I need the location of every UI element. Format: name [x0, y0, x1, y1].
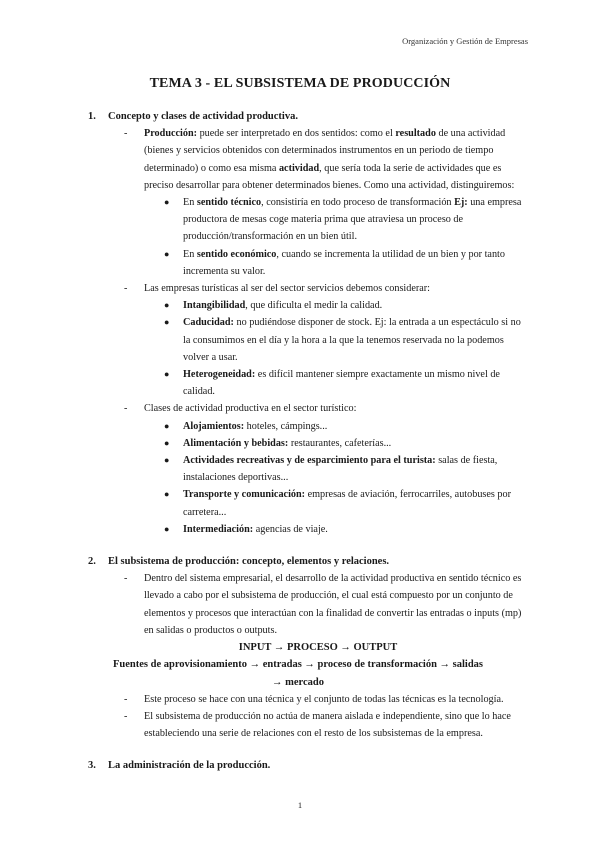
section-title: La administración de la producción. [108, 760, 271, 772]
list-item: ● Alojamientos: hoteles, cámpings... [88, 418, 528, 435]
flow-input-output: INPUT → PROCESO → OUTPUT [238, 642, 398, 654]
dash-marker: - [124, 403, 128, 415]
section-title: El subsistema de producción: concepto, elementos y relaciones. [108, 556, 390, 568]
section-2-heading [88, 553, 528, 570]
running-header: Organización y Gestión de Empresas [402, 36, 528, 46]
dash-marker: - [124, 283, 128, 295]
section-number: 2. [88, 556, 96, 568]
bullet-marker: ● [164, 300, 170, 311]
bullet-marker: ● [164, 420, 170, 431]
list-item: ● Alimentación y bebidas: restaurantes, cafeterías... [88, 435, 528, 452]
list-item: - Este proceso se hace con una técnica y el conjunto de todas las técnicas es la tecnología. [88, 691, 528, 708]
dash-marker: - [124, 710, 128, 722]
list-item: ● Caducidad: no pudiéndose disponer de stock. Ej: la entrada a un espectáculo si no la consumimos en el día y la hora a la que la tenemos reservada no la podemos volver a usar. [88, 314, 528, 366]
section-title: Concepto y clases de actividad productiva. [108, 111, 298, 122]
bullet-marker: ● [164, 197, 170, 208]
dash-marker: - [124, 693, 128, 705]
list-item: ● En sentido económico, cuando se incrementa la utilidad de un bien y por tanto incrementa su valor. [88, 246, 528, 280]
section-number: 3. [88, 760, 96, 772]
list-item: ● En sentido técnico, consistiría en todo proceso de transformación Ej: una empresa productora de mesas coge materia prima que atraviesa un proceso de producción/transformación en un bien útil. [88, 194, 528, 246]
bullet-marker: ● [164, 437, 170, 448]
list-item: - Producción: puede ser interpretado en dos sentidos: como el resultado de una actividad (bienes y servicios obtenidos con determinados instrumentos en un periodo de tiempo determinado) o como esa misma actividad, que sería toda la serie de actividades que es preciso desarrollar para obtener determinados bienes. Como una actividad, distinguiremos: [88, 125, 528, 194]
list-item: ● Intermediación: agencias de viaje. [88, 521, 528, 538]
bullet-marker: ● [164, 248, 170, 259]
list-item: ● Transporte y comunicación: empresas de aviación, ferrocarriles, autobuses por carretera... [88, 486, 528, 520]
list-item: ● Heterogeneidad: es difícil mantener siempre exactamente un mismo nivel de calidad. [88, 366, 528, 400]
list-item: - Dentro del sistema empresarial, el desarrollo de la actividad productiva en sentido técnico es llevado a cabo por el subsistema de producción, el cual está compuesto por un conjunto de elementos y procesos que interactúan con la finalidad de convertir las entradas o inputs (mp) en salidas o productos o outputs. [88, 570, 528, 639]
bullet-marker: ● [164, 489, 170, 500]
list-item: ● Actividades recreativas y de esparcimiento para el turista: salas de fiesta, instalaciones deportivas... [88, 452, 528, 486]
list-item: ● Intangibilidad, que dificulta el medir la calidad. [88, 297, 528, 314]
section-number: 1. [88, 111, 96, 122]
dash-marker: - [124, 128, 128, 140]
section-1-heading [88, 108, 528, 125]
dash-marker: - [124, 573, 128, 585]
flow-production-chain: Fuentes de aprovisionamiento → entradas → proceso de transformación → salidas → mercado [112, 659, 484, 688]
list-item: - Clases de actividad productiva en el sector turístico: [88, 400, 528, 417]
list-item: - Las empresas turísticas al ser del sector servicios debemos considerar: [88, 280, 528, 297]
list-item: - El subsistema de producción no actúa de manera aislada e independiente, sino que lo hace estableciendo una serie de relaciones con el resto de los subsistemas de la empresa. [88, 708, 528, 742]
bullet-marker: ● [164, 523, 170, 534]
bullet-marker: ● [164, 455, 170, 466]
section-3-heading [88, 757, 528, 774]
page-title: TEMA 3 - EL SUBSISTEMA DE PRODUCCIÓN [149, 76, 451, 91]
page-number: 1 [297, 800, 303, 810]
bullet-marker: ● [164, 369, 170, 380]
document-body [88, 108, 528, 775]
bullet-marker: ● [164, 317, 170, 328]
